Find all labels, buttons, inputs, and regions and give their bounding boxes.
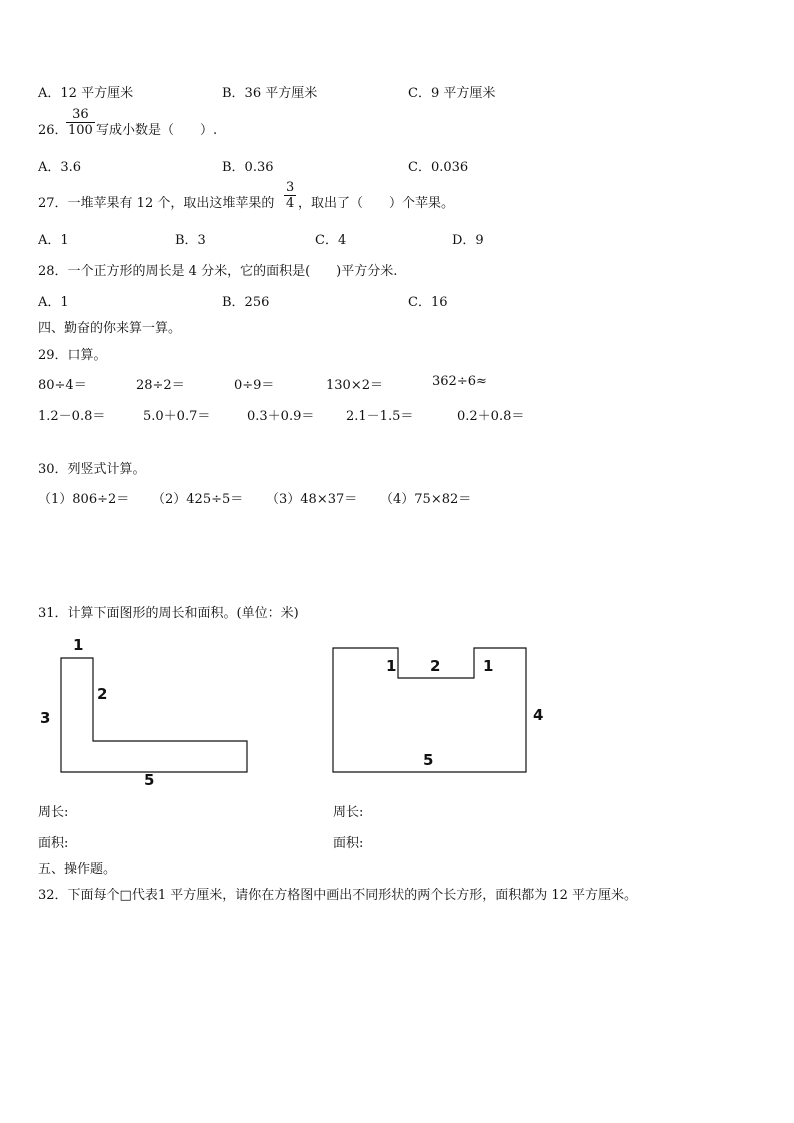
q26-option-b: B．0.36: [222, 160, 274, 175]
fig1-label-left: 3: [40, 709, 51, 727]
fig2-perimeter-label: 周长:: [333, 805, 364, 820]
section-4-title: 四、勤奋的你来算一算。: [38, 321, 182, 336]
q26-fraction-numerator: 36: [72, 107, 89, 122]
q29-item-2-3: 0.3＋0.9＝: [247, 409, 315, 424]
section-5-title: 五、操作题。: [38, 862, 117, 877]
q29-item-2-2: 5.0＋0.7＝: [143, 409, 211, 424]
q28-option-a: A．1: [38, 295, 69, 310]
q27-option-c: C．4: [315, 233, 347, 248]
q30-item-2: （2）425÷5＝: [152, 492, 244, 507]
fig1-label-top: 1: [73, 636, 84, 654]
q28-option-b: B．256: [222, 295, 270, 310]
q27-question-text-after: ，取出了（ ）个苹果。: [298, 196, 455, 211]
q27-option-a: A．1: [38, 233, 69, 248]
q25-option-a: A．12 平方厘米: [38, 86, 134, 101]
q27-question-text-before: 27．一堆苹果有 12 个，取出这堆苹果的: [38, 196, 275, 211]
q26-fraction-denominator: 100: [68, 123, 93, 138]
q27-option-b: B．3: [175, 233, 206, 248]
q26-question-text: 写成小数是（ ）.: [96, 123, 218, 138]
fig2-label-notch-right: 1: [483, 657, 494, 675]
q29-item-1-1: 80÷4＝: [38, 378, 87, 393]
q31-title: 31．计算下面图形的周长和面积。(单位：米): [38, 606, 299, 621]
q30-item-1: （1）806÷2＝: [38, 492, 130, 507]
fig2-label-right: 4: [533, 706, 544, 724]
q28-option-c: C．16: [408, 295, 448, 310]
q28-question-text: 28．一个正方形的周长是 4 分米，它的面积是( )平方分米.: [38, 264, 398, 279]
q25-option-c: C．9 平方厘米: [408, 86, 496, 101]
q27-fraction-denominator: 4: [286, 196, 295, 211]
q27-fraction-numerator: 3: [286, 180, 295, 195]
q26-option-c: C．0.036: [408, 160, 469, 175]
q27-option-d: D．9: [452, 233, 484, 248]
q29-item-2-5: 0.2＋0.8＝: [457, 409, 525, 424]
fig1-label-inner: 2: [97, 685, 108, 703]
fig2-label-bottom: 5: [423, 751, 434, 769]
q29-title: 29．口算。: [38, 348, 107, 363]
fig1-area-label: 面积:: [38, 836, 69, 851]
q30-item-4: （4）75×82＝: [380, 492, 472, 507]
q29-item-1-5: 362÷6≈: [432, 374, 487, 389]
fig1-label-bottom: 5: [144, 771, 155, 789]
l-shape-outline: [61, 658, 247, 772]
q29-item-1-4: 130×2＝: [326, 378, 383, 393]
q32-question-text: 32．下面每个□代表1 平方厘米，请你在方格图中画出不同形状的两个长方形，面积都为 12 平方厘米。: [38, 888, 638, 903]
q30-item-3: （3）48×37＝: [266, 492, 358, 507]
q26-number: 26．: [38, 123, 68, 138]
q29-item-1-2: 28÷2＝: [136, 378, 185, 393]
q30-title: 30．列竖式计算。: [38, 462, 146, 477]
q29-item-2-1: 1.2－0.8＝: [38, 409, 106, 424]
q25-option-b: B．36 平方厘米: [222, 86, 318, 101]
fig2-label-notch-left: 1: [386, 657, 397, 675]
q26-option-a: A．3.6: [38, 160, 82, 175]
q29-item-1-3: 0÷9＝: [234, 378, 275, 393]
q29-item-2-4: 2.1－1.5＝: [346, 409, 414, 424]
fig1-perimeter-label: 周长:: [38, 805, 69, 820]
fig2-area-label: 面积:: [333, 836, 364, 851]
fig2-label-notch-width: 2: [430, 657, 441, 675]
